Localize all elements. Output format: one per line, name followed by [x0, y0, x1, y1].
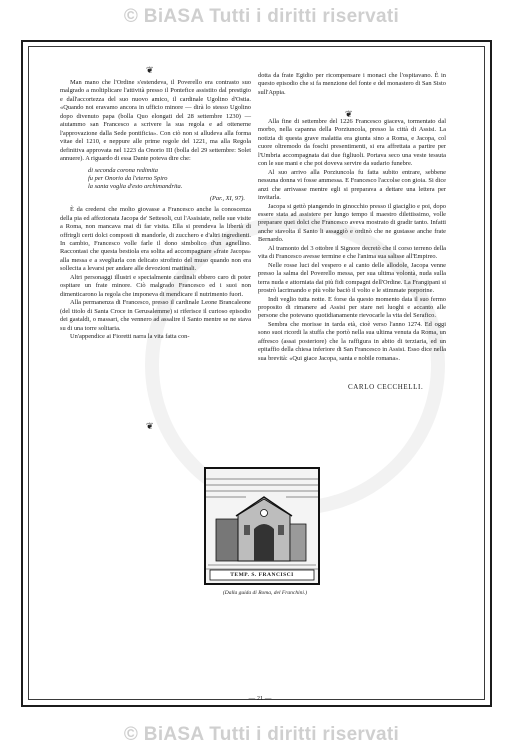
- article-left-column: [60, 79, 251, 341]
- plate-inscription: TEMP. S. FRANCISCI: [230, 572, 294, 578]
- paragraph: Indi veglio tutta notte. E forse da questo momento data il suo fermo proposito di rimanere ad Assisi per stare nei luoghi e accanto alle persone che potevano quotidianamente rievocarle la vita del Serafico.: [258, 295, 446, 320]
- verse-block: [60, 167, 251, 192]
- ornament-icon: ❦: [146, 421, 154, 431]
- paragraph: Un'appendice ai Fioretti narra la vita fatta con-: [70, 333, 190, 340]
- paragraph: Altri personaggi illustri e specialmente cardinali ebbero caro di poter ospitare un frate minore. Ciò malgrado Francesco ed i suoi non dimenticarono la regola che imponeva di mendicare il nutrimento fuori.: [60, 273, 251, 298]
- paragraph: dotta da frate Egidio per ricompensare i monaci che l'ospitavano. È in questo episodio che si fa menzione del fonte e del monastero di San Sisto sull'Appia.: [258, 72, 446, 96]
- verse-line: fu per Onorio da l'eterno Spiro: [88, 174, 168, 182]
- church-illustration-icon: [206, 469, 318, 583]
- paragraph: Sembra che morisse in tarda età, cioè verso l'anno 1274. Ed oggi sono suoi ricordi la stuffa che portò nella sua ultima venuta da Roma, un affresco (assai posteriore) che la raffigura in abito di terziaria, ed un epitaffio della chiesa inferiore di San Francesco in Assisi. Esso dice nella sua brevità: «Qui giace Jacopa, santa e nobile romana».: [258, 320, 446, 362]
- illustration-caption: (Dalla guida di Roma, del Franchini.): [222, 590, 308, 596]
- page-number: — 21 —: [248, 695, 272, 702]
- paragraph: Nelle rosse luci del vespero e al canto delle allodole, Jacopa venne presso la salma del Poverello messa, per sua ultima volontà, nuda sulla terra nuda e attorniata dai più fidi compagni dell'Ordine. La Frangipani si prostrò lacrimando e più volte baciò il volto e le stimmate porporine.: [258, 261, 446, 295]
- verse-line: la santa voglia d'esto archimandrita.: [88, 183, 183, 191]
- paragraph: Al suo arrivo alla Porziuncola fu fatta subito entrare, sebbene nessuna donna vi fosse ammessa. E Francesco l'accolse con gioia. Si dice anzi che arrivasse mentre egli si preparava a dettare una lettera per invitarla.: [258, 168, 446, 202]
- verse-citation: (Par., XI, 97).: [209, 194, 245, 202]
- illustration-plate: [204, 467, 320, 585]
- paragraph: Jacopa si gettò piangendo in ginocchio presso il giaciglio e poi, dopo essere stata ad assistere per lungo tempo il maestro dilettissimo, volle preparare quei dolci che Francesco aveva mostrato di gradir tanto. Infatti anche stavolta il Santo li assaggiò e ordinò che ne gustasse anche frate Bernardo.: [258, 202, 446, 244]
- verse-line: di seconda corona redimita: [88, 166, 158, 174]
- article-right-column: [258, 72, 446, 97]
- paragraph: Alla fine di settembre del 1226 Francesco giaceva, tormentato dal morbo, nella capanna della Porziuncola, presso la città di Assisi. La notizia di questa grave malattia era giunta sino a Roma, e Jacopa, col cuore oltremodo da foschi presentimenti, si era affrettata a partire per l'Umbria accompagnata dai due figliuoli. Portava seco una veste tessuta con le sue mani e che poi doveva servire da sudario funebre.: [258, 118, 446, 168]
- paragraph: Al tramonto del 3 ottobre il Signore decretò che il corso terreno della vita di Francesco avesse termine e che l'anima sua salisse all'Empireo.: [258, 244, 446, 261]
- article-right-column-main: [258, 118, 446, 363]
- ornament-icon: ❦: [345, 109, 353, 119]
- ornament-icon: ❦: [146, 65, 154, 75]
- author-signature: CARLO CECCHELLI.: [348, 383, 424, 391]
- watermark-top: © BiASA Tutti i diritti riservati: [123, 6, 400, 27]
- watermark-bottom: © BiASA Tutti i diritti riservati: [123, 724, 400, 745]
- paragraph: È da credersi che molto giovasse a Francesco anche la conoscenza della pia ed affezionata Jacopa de' Settesoli, cui l'Assisiate, nelle sue visite a Roma, non mancava mai di far visita. Ella si prendeva la libertà di offrirgli certi dolci composti di mandorle, di zucchero e d'altri ingredienti. In cambio, Francesco volle farle il dono simbolico d'un agnellino. Raccontasi che questa bestiola era solita ad accompagnare «frate Jacopa» alla messa e a svegliarla con delicato strofinio del muso quando non era sollecita a levarsi per andare alle devozioni mattinali.: [60, 206, 251, 273]
- paragraph: Alla permanenza di Francesco, presso il cardinale Leone Brancaleone (del titolo di Santa Croce in Gerusalemme) si riferisce il curioso episodio dei gastaldi, o massari, che vennero ad assalire il Santo mentre se ne stava su di una torre solitaria.: [60, 299, 251, 332]
- paragraph: Man mano che l'Ordine s'estendeva, il Poverello era contrasto suo malgrado a moltiplicare l'attività presso il Pontefice assistito dal prestigio e dall'accortezza del suo nuovo amico, il cardinale Ugolino d'Ostia. «Quando noi eravamo ancora in ufficio minore — dirà lo stesso Ugolino dopo divenuto papa (bolla Quo elongati del 28 settembre 1230) — aiutammo san Francesco a scrivere la sua regola e ad ottenerne l'approvazione dalla Sede pontificia». Con ciò non si alludeva alla forma vitae del 1210, e neppure alle prime regole del 1221, ma alla Regola definitiva approvata nel 1223 da Onorio III (bolla del 29 settembre: Solet annuere). A riguardo di essa Dante poteva dire che:: [60, 79, 251, 163]
